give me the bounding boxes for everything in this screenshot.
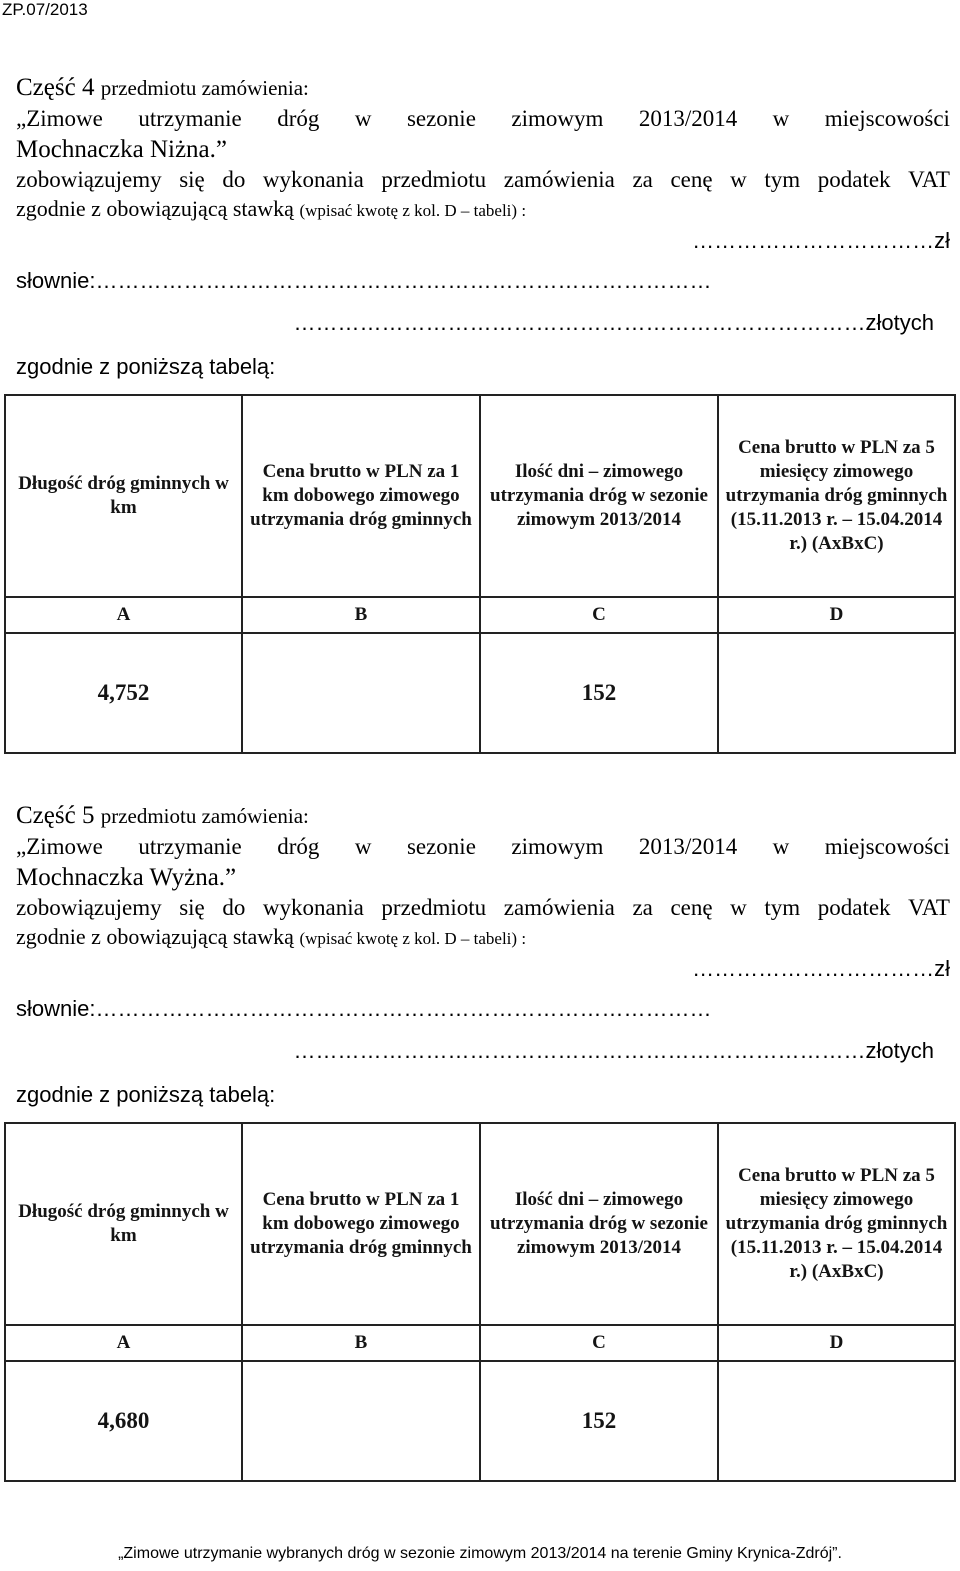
word: VAT (908, 167, 950, 192)
word: zobowiązujemy (16, 895, 162, 920)
word: tym (764, 167, 801, 192)
column-letter-b: B (242, 1325, 480, 1361)
part-suffix: przedmiotu zamówienia: (100, 76, 309, 100)
commitment-line-2 (16, 924, 526, 950)
word: zobowiązujemy (16, 167, 162, 192)
amount-in-words-field[interactable]: słownie:………………………………………………………………………… (16, 996, 712, 1021)
header-days: Ilość dni – zimowego utrzymania dróg w sezonie zimowym 2013/2014 (480, 1123, 718, 1325)
part-heading (16, 802, 309, 830)
value-length: 4,680 (5, 1361, 242, 1481)
column-letter-d: D (718, 597, 955, 633)
part-label: Część 5 (16, 802, 95, 829)
order-title-place: Mochnaczka Niżna.” (16, 136, 227, 163)
word: w (772, 834, 790, 859)
word: się (179, 895, 205, 920)
word: sezonie (406, 834, 476, 859)
amount-zl-field[interactable]: ……………………………zł (692, 956, 950, 981)
word: 2013/2014 (638, 834, 738, 859)
word: zamówienia (503, 167, 615, 192)
word: w (730, 167, 747, 192)
table-intro: zgodnie z poniższą tabelą: (16, 1082, 276, 1107)
word: miejscowości (824, 106, 950, 131)
value-days: 152 (480, 633, 718, 753)
price-table-part-4 (4, 394, 956, 754)
word: za (632, 895, 653, 920)
word: zimowym (511, 834, 604, 859)
column-letter-d: D (718, 1325, 955, 1361)
commitment-text: zgodnie z obowiązującą stawką (16, 196, 294, 221)
word: cenę (670, 895, 713, 920)
amount-zlotych-field[interactable]: ……………………………………………………………………złotych (293, 310, 934, 335)
header-days: Ilość dni – zimowego utrzymania dróg w sezonie zimowym 2013/2014 (480, 395, 718, 597)
word: przedmiotu (381, 895, 487, 920)
word: dróg (277, 106, 320, 131)
column-letter-b: B (242, 597, 480, 633)
column-letter-c: C (480, 597, 718, 633)
word: VAT (908, 895, 950, 920)
commitment-note: (wpisać kwotę z kol. D – tabeli) : (299, 201, 527, 220)
word: 2013/2014 (638, 106, 738, 131)
table-intro: zgodnie z poniższą tabelą: (16, 354, 276, 379)
word: miejscowości (824, 834, 950, 859)
header-total-price: Cena brutto w PLN za 5 miesięcy zimowego utrzymania dróg gminnych (15.11.2013 r. – 15.04.2014 r.) (AxBxC) (718, 1123, 955, 1325)
word: się (179, 167, 205, 192)
header-total-price: Cena brutto w PLN za 5 miesięcy zimowego utrzymania dróg gminnych (15.11.2013 r. – 15.04.2014 r.) (AxBxC) (718, 395, 955, 597)
header-unit-price: Cena brutto w PLN za 1 km dobowego zimowego utrzymania dróg gminnych (242, 395, 480, 597)
commitment-line-2 (16, 196, 526, 222)
word: wykonania (262, 167, 364, 192)
price-table-part-5 (4, 1122, 956, 1482)
word: dróg (277, 834, 320, 859)
word: zamówienia (503, 895, 615, 920)
part-heading (16, 74, 309, 102)
word: utrzymanie (138, 834, 242, 859)
word: za (632, 167, 653, 192)
order-title-line (16, 106, 950, 132)
word: tym (764, 895, 801, 920)
commitment-text: zgodnie z obowiązującą stawką (16, 924, 294, 949)
amount-in-words-field[interactable]: słownie:………………………………………………………………………… (16, 268, 712, 293)
word: wykonania (262, 895, 364, 920)
word: zimowym (511, 106, 604, 131)
header-length: Długość dróg gminnych w km (5, 395, 242, 597)
page-footer: „Zimowe utrzymanie wybranych dróg w sezonie zimowym 2013/2014 na terenie Gminy Krynica-Zdrój”. (118, 1545, 842, 1562)
word: podatek (817, 167, 891, 192)
part-label: Część 4 (16, 74, 95, 101)
column-letter-a: A (5, 597, 242, 633)
commitment-line (16, 895, 950, 921)
value-total-price[interactable] (718, 633, 955, 753)
part-suffix: przedmiotu zamówienia: (100, 804, 309, 828)
word: sezonie (406, 106, 476, 131)
value-unit-price[interactable] (242, 633, 480, 753)
order-title-line (16, 834, 950, 860)
word: w (772, 106, 790, 131)
word: cenę (670, 167, 713, 192)
value-length: 4,752 (5, 633, 242, 753)
column-letter-c: C (480, 1325, 718, 1361)
header-length: Długość dróg gminnych w km (5, 1123, 242, 1325)
commitment-line (16, 167, 950, 193)
amount-zlotych-field[interactable]: ……………………………………………………………………złotych (293, 1038, 934, 1063)
word: przedmiotu (381, 167, 487, 192)
word: w (730, 895, 747, 920)
value-unit-price[interactable] (242, 1361, 480, 1481)
word: podatek (817, 895, 891, 920)
header-unit-price: Cena brutto w PLN za 1 km dobowego zimowego utrzymania dróg gminnych (242, 1123, 480, 1325)
value-days: 152 (480, 1361, 718, 1481)
document-reference: ZP.07/2013 (2, 0, 88, 19)
commitment-note: (wpisać kwotę z kol. D – tabeli) : (299, 929, 527, 948)
word: utrzymanie (138, 106, 242, 131)
order-title-place: Mochnaczka Wyżna.” (16, 864, 237, 891)
word: w (354, 834, 372, 859)
value-total-price[interactable] (718, 1361, 955, 1481)
amount-zl-field[interactable]: ……………………………zł (692, 228, 950, 253)
word: do (222, 167, 246, 192)
word: „Zimowe (16, 106, 103, 131)
word: w (354, 106, 372, 131)
word: „Zimowe (16, 834, 103, 859)
word: do (222, 895, 246, 920)
column-letter-a: A (5, 1325, 242, 1361)
